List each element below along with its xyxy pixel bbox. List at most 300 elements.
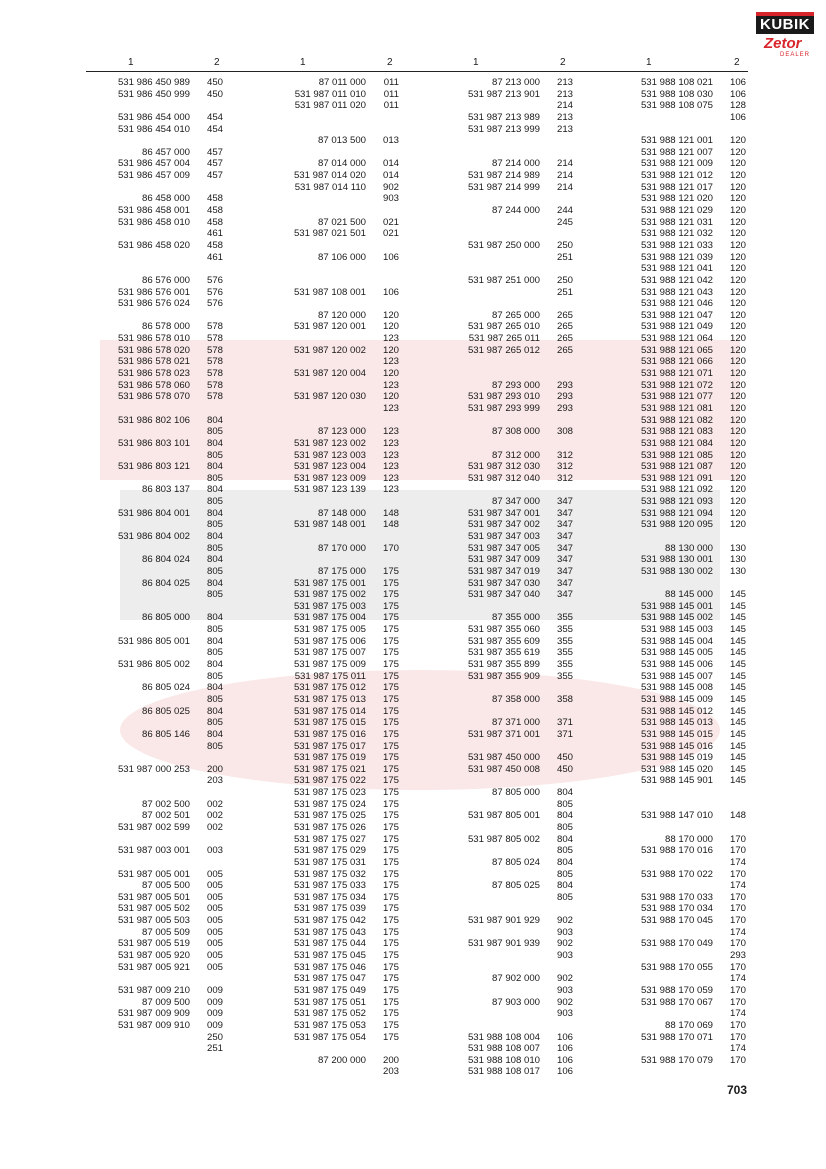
page-reference: 120 — [729, 461, 746, 473]
part-row — [259, 89, 399, 101]
part-row — [83, 228, 223, 240]
part-number: 531 988 145 004 — [640, 635, 713, 647]
page-reference: 123 — [382, 426, 399, 438]
page-reference: 123 — [382, 402, 399, 414]
part-number: 531 987 175 027 — [293, 833, 366, 845]
part-number: 531 987 011 020 — [294, 100, 366, 112]
part-row — [433, 287, 573, 299]
part-number: 531 986 805 002 — [117, 659, 190, 671]
part-row — [606, 799, 746, 811]
part-number: 531 986 803 101 — [117, 437, 190, 449]
part-number: 87 293 000 — [491, 379, 540, 391]
part-number: 531 987 005 920 — [117, 950, 190, 962]
page-reference: 804 — [206, 461, 223, 473]
part-row — [259, 857, 399, 869]
page-reference: 145 — [729, 647, 746, 659]
page-reference: 170 — [382, 542, 399, 554]
part-row — [433, 1043, 573, 1055]
part-row — [433, 170, 573, 182]
page-reference: 347 — [556, 554, 573, 566]
part-row — [259, 741, 399, 753]
page-reference: 578 — [206, 356, 223, 368]
part-row — [606, 717, 746, 729]
part-row — [83, 205, 223, 217]
page-reference: 903 — [556, 984, 573, 996]
part-row — [83, 158, 223, 170]
part-row — [259, 496, 399, 508]
part-number: 531 987 175 025 — [293, 810, 366, 822]
page-reference: 578 — [206, 379, 223, 391]
part-row — [83, 671, 223, 683]
part-row — [83, 834, 223, 846]
part-number: 531 987 450 000 — [467, 752, 540, 764]
part-row — [83, 973, 223, 985]
page-reference: 804 — [206, 682, 223, 694]
part-row — [83, 857, 223, 869]
part-number: 531 988 170 079 — [640, 1054, 713, 1066]
part-row — [83, 985, 223, 997]
part-number: 531 987 347 030 — [467, 577, 540, 589]
part-number: 87 244 000 — [491, 205, 540, 217]
page-reference: 200 — [382, 1054, 399, 1066]
page-reference: 175 — [382, 682, 399, 694]
page-reference: 458 — [206, 205, 223, 217]
part-number: 531 988 121 007 — [640, 146, 713, 158]
part-row — [259, 787, 399, 799]
page-reference: 175 — [382, 950, 399, 962]
page-reference: 805 — [556, 798, 573, 810]
part-row — [433, 915, 573, 927]
part-number: 531 988 121 072 — [640, 379, 713, 391]
page-reference: 804 — [206, 507, 223, 519]
page-reference: 358 — [556, 693, 573, 705]
part-number: 531 987 123 004 — [293, 461, 366, 473]
part-number: 87 005 509 — [141, 926, 190, 938]
part-row — [433, 450, 573, 462]
part-row — [606, 822, 746, 834]
part-row — [433, 578, 573, 590]
part-row — [606, 205, 746, 217]
page-reference: 175 — [382, 728, 399, 740]
page-reference: 804 — [556, 880, 573, 892]
page-reference: 175 — [382, 717, 399, 729]
part-row — [83, 915, 223, 927]
part-row — [259, 135, 399, 147]
page-reference: 371 — [556, 728, 573, 740]
part-number: 531 988 170 049 — [640, 938, 713, 950]
page-reference: 145 — [729, 589, 746, 601]
part-row — [83, 1008, 223, 1020]
part-row — [433, 310, 573, 322]
part-number: 531 987 175 045 — [293, 950, 366, 962]
page-reference: 805 — [206, 426, 223, 438]
part-row — [433, 554, 573, 566]
part-row — [83, 193, 223, 205]
part-row — [259, 1008, 399, 1020]
parts-column-2 — [259, 77, 399, 1078]
part-row — [259, 473, 399, 485]
page-reference: 213 — [556, 123, 573, 135]
part-number: 531 988 121 082 — [640, 414, 713, 426]
part-row — [433, 752, 573, 764]
part-row — [259, 240, 399, 252]
part-number: 87 021 500 — [317, 216, 366, 228]
part-row — [83, 112, 223, 124]
page-reference: 005 — [206, 950, 223, 962]
page-reference: 170 — [729, 1019, 746, 1031]
part-row — [259, 915, 399, 927]
page-reference: 902 — [556, 938, 573, 950]
part-row — [606, 403, 746, 415]
part-row — [83, 869, 223, 881]
part-number: 531 986 458 020 — [117, 239, 190, 251]
page-reference: 106 — [556, 1043, 573, 1055]
page-reference: 120 — [729, 251, 746, 263]
part-row — [433, 694, 573, 706]
part-row — [606, 170, 746, 182]
part-row — [433, 589, 573, 601]
page-reference: 804 — [556, 856, 573, 868]
page-reference: 120 — [382, 321, 399, 333]
part-number: 531 987 009 909 — [117, 1008, 190, 1020]
part-row — [83, 636, 223, 648]
part-number: 531 986 578 060 — [117, 379, 190, 391]
part-row — [433, 252, 573, 264]
part-number: 531 987 005 519 — [117, 938, 190, 950]
part-row — [83, 531, 223, 543]
part-number: 87 014 000 — [317, 158, 366, 170]
part-row — [83, 450, 223, 462]
part-row — [433, 473, 573, 485]
page-reference: 175 — [382, 798, 399, 810]
part-row — [259, 438, 399, 450]
page-reference: 170 — [729, 996, 746, 1008]
part-row — [83, 624, 223, 636]
part-row — [606, 764, 746, 776]
page-reference: 312 — [556, 461, 573, 473]
part-row — [606, 857, 746, 869]
part-number: 531 988 121 094 — [640, 507, 713, 519]
part-number: 531 987 175 052 — [293, 1008, 366, 1020]
page-reference: 175 — [382, 961, 399, 973]
page-reference: 170 — [729, 1031, 746, 1043]
part-row — [83, 682, 223, 694]
page-reference: 106 — [729, 88, 746, 100]
part-number: 531 988 120 095 — [640, 519, 713, 531]
part-row — [606, 519, 746, 531]
part-number: 531 988 170 034 — [640, 903, 713, 915]
page-reference: 175 — [382, 752, 399, 764]
page-reference: 123 — [382, 379, 399, 391]
part-row — [606, 508, 746, 520]
page-reference: 175 — [382, 705, 399, 717]
page-reference: 120 — [729, 496, 746, 508]
logo-zetor-text: Zetor — [764, 35, 802, 52]
part-row — [259, 775, 399, 787]
part-number: 531 987 347 001 — [467, 507, 540, 519]
part-row — [433, 938, 573, 950]
part-number: 531 988 145 019 — [640, 752, 713, 764]
part-number: 531 988 145 016 — [640, 740, 713, 752]
page-reference: 120 — [729, 449, 746, 461]
part-number: 531 988 121 039 — [640, 251, 713, 263]
part-number: 531 987 011 010 — [294, 88, 366, 100]
part-row — [83, 415, 223, 427]
page-reference: 175 — [382, 1031, 399, 1043]
page-reference: 804 — [206, 612, 223, 624]
part-row — [433, 985, 573, 997]
page-reference: 120 — [729, 274, 746, 286]
part-row — [433, 205, 573, 217]
part-number: 531 987 123 139 — [293, 484, 366, 496]
page-reference: 145 — [729, 775, 746, 787]
part-row — [606, 1020, 746, 1032]
part-number: 531 988 121 032 — [640, 228, 713, 240]
page-reference: 170 — [729, 891, 746, 903]
page-reference: 175 — [382, 787, 399, 799]
page-reference: 175 — [382, 938, 399, 950]
part-row — [83, 438, 223, 450]
page-reference: 213 — [556, 77, 573, 88]
page-reference: 145 — [729, 763, 746, 775]
part-number: 531 986 578 070 — [117, 391, 190, 403]
part-number: 531 987 175 034 — [293, 891, 366, 903]
part-number: 87 106 000 — [317, 251, 366, 263]
part-row — [83, 892, 223, 904]
part-row — [606, 566, 746, 578]
part-row — [433, 543, 573, 555]
part-number: 531 987 120 004 — [293, 368, 366, 380]
part-row — [433, 834, 573, 846]
part-row — [259, 729, 399, 741]
page-reference: 130 — [729, 542, 746, 554]
part-row — [259, 403, 399, 415]
page-reference: 120 — [729, 309, 746, 321]
part-number: 87 123 000 — [317, 426, 366, 438]
part-number: 86 805 024 — [141, 682, 190, 694]
part-number: 86 457 000 — [141, 146, 190, 158]
part-row — [83, 729, 223, 741]
page-reference: 804 — [206, 659, 223, 671]
part-row — [606, 531, 746, 543]
part-row — [606, 275, 746, 287]
part-row — [606, 671, 746, 683]
part-row — [259, 391, 399, 403]
part-row — [259, 1032, 399, 1044]
part-number: 531 986 454 000 — [117, 111, 190, 123]
part-number: 531 988 121 043 — [640, 286, 713, 298]
part-number: 531 988 147 010 — [640, 810, 713, 822]
part-number: 531 987 175 047 — [293, 973, 366, 985]
part-row — [259, 228, 399, 240]
page-reference: 458 — [206, 216, 223, 228]
part-row — [433, 333, 573, 345]
page-reference: 120 — [729, 402, 746, 414]
part-number: 531 986 450 989 — [117, 77, 190, 88]
page-reference: 805 — [206, 589, 223, 601]
part-row — [83, 612, 223, 624]
page-reference: 347 — [556, 577, 573, 589]
part-row — [83, 903, 223, 915]
page-reference: 120 — [729, 193, 746, 205]
part-number: 531 987 175 046 — [293, 961, 366, 973]
page-reference: 148 — [382, 507, 399, 519]
header-rule — [86, 71, 748, 72]
part-number: 531 988 170 022 — [640, 868, 713, 880]
part-row — [433, 368, 573, 380]
page-reference: 130 — [729, 565, 746, 577]
page-reference: 174 — [729, 856, 746, 868]
part-row — [83, 659, 223, 671]
page-reference: 021 — [382, 228, 399, 240]
part-row — [433, 845, 573, 857]
part-number: 531 987 901 929 — [467, 915, 540, 927]
part-number: 531 987 003 001 — [117, 845, 190, 857]
page-reference: 175 — [382, 1019, 399, 1031]
part-row — [606, 729, 746, 741]
part-row — [259, 543, 399, 555]
part-number: 531 987 312 040 — [467, 472, 540, 484]
part-row — [259, 764, 399, 776]
part-number: 87 902 000 — [491, 973, 540, 985]
page-reference: 175 — [382, 973, 399, 985]
part-row — [606, 682, 746, 694]
part-row — [259, 77, 399, 89]
page-reference: 805 — [206, 647, 223, 659]
part-number: 531 988 108 004 — [467, 1031, 540, 1043]
part-number: 531 987 371 001 — [467, 728, 540, 740]
part-row — [433, 927, 573, 939]
part-number: 531 987 175 007 — [293, 647, 366, 659]
page-reference: 347 — [556, 530, 573, 542]
part-row — [606, 298, 746, 310]
part-row — [83, 356, 223, 368]
part-row — [259, 426, 399, 438]
page-reference: 106 — [382, 251, 399, 263]
page-reference: 170 — [729, 845, 746, 857]
page-reference: 457 — [206, 158, 223, 170]
page-reference: 120 — [729, 344, 746, 356]
part-row — [83, 706, 223, 718]
page-reference: 123 — [382, 449, 399, 461]
page-reference: 120 — [729, 298, 746, 310]
part-number: 531 988 170 045 — [640, 915, 713, 927]
page-reference: 454 — [206, 111, 223, 123]
page-reference: 120 — [729, 507, 746, 519]
page-reference: 175 — [382, 856, 399, 868]
part-row — [606, 694, 746, 706]
part-number: 531 986 454 010 — [117, 123, 190, 135]
part-number: 531 988 121 077 — [640, 391, 713, 403]
part-row — [606, 147, 746, 159]
part-row — [433, 356, 573, 368]
part-row — [433, 228, 573, 240]
part-number: 531 986 805 001 — [117, 635, 190, 647]
page-reference: 175 — [382, 659, 399, 671]
page-reference: 174 — [729, 880, 746, 892]
part-row — [433, 484, 573, 496]
part-row — [433, 717, 573, 729]
part-number: 88 170 000 — [664, 833, 713, 845]
part-row — [83, 287, 223, 299]
page-reference: 250 — [206, 1031, 223, 1043]
col4-header-1: 1 — [646, 57, 652, 68]
page-reference: 120 — [729, 379, 746, 391]
page-reference: 174 — [729, 1043, 746, 1055]
part-row — [433, 438, 573, 450]
page-reference: 457 — [206, 170, 223, 182]
part-number: 531 987 347 003 — [467, 530, 540, 542]
part-number: 531 987 355 060 — [467, 624, 540, 636]
part-number: 531 987 250 000 — [467, 239, 540, 251]
part-row — [259, 624, 399, 636]
part-row — [433, 182, 573, 194]
kubik-zetor-logo — [756, 12, 814, 62]
page-reference: 250 — [556, 239, 573, 251]
page-reference: 170 — [729, 984, 746, 996]
part-row — [606, 775, 746, 787]
page-reference: 120 — [729, 356, 746, 368]
part-row — [433, 775, 573, 787]
page-reference: 293 — [556, 379, 573, 391]
part-row — [433, 741, 573, 753]
page-reference: 804 — [206, 437, 223, 449]
part-row — [83, 589, 223, 601]
part-row — [83, 263, 223, 275]
part-number: 531 987 175 014 — [293, 705, 366, 717]
page-reference: 804 — [206, 635, 223, 647]
part-row — [259, 415, 399, 427]
part-row — [259, 450, 399, 462]
page-reference: 145 — [729, 693, 746, 705]
part-row — [259, 100, 399, 112]
part-row — [259, 205, 399, 217]
page-reference: 005 — [206, 926, 223, 938]
page-reference: 120 — [729, 484, 746, 496]
part-row — [433, 682, 573, 694]
page-reference: 805 — [206, 624, 223, 636]
part-number: 531 987 175 002 — [293, 589, 366, 601]
page-reference: 170 — [729, 903, 746, 915]
page-reference: 009 — [206, 984, 223, 996]
part-row — [606, 450, 746, 462]
part-number: 531 988 121 084 — [640, 437, 713, 449]
part-row — [83, 252, 223, 264]
part-row — [606, 612, 746, 624]
page-reference: 804 — [206, 414, 223, 426]
part-number: 531 987 175 023 — [293, 787, 366, 799]
part-row — [259, 158, 399, 170]
part-row — [606, 217, 746, 229]
part-row — [433, 601, 573, 613]
page-reference: 347 — [556, 507, 573, 519]
part-number: 531 988 145 012 — [640, 705, 713, 717]
part-number: 531 987 347 009 — [467, 554, 540, 566]
page-reference: 120 — [729, 146, 746, 158]
part-row — [83, 880, 223, 892]
page-reference: 355 — [556, 612, 573, 624]
part-number: 531 987 175 013 — [293, 693, 366, 705]
page-reference: 014 — [382, 158, 399, 170]
part-row — [83, 100, 223, 112]
page-reference: 123 — [382, 333, 399, 345]
part-row — [606, 228, 746, 240]
part-number: 531 988 121 041 — [640, 263, 713, 275]
page-reference: 123 — [382, 356, 399, 368]
part-number: 87 903 000 — [491, 996, 540, 1008]
page-reference: 903 — [556, 1008, 573, 1020]
page-reference: 120 — [729, 170, 746, 182]
